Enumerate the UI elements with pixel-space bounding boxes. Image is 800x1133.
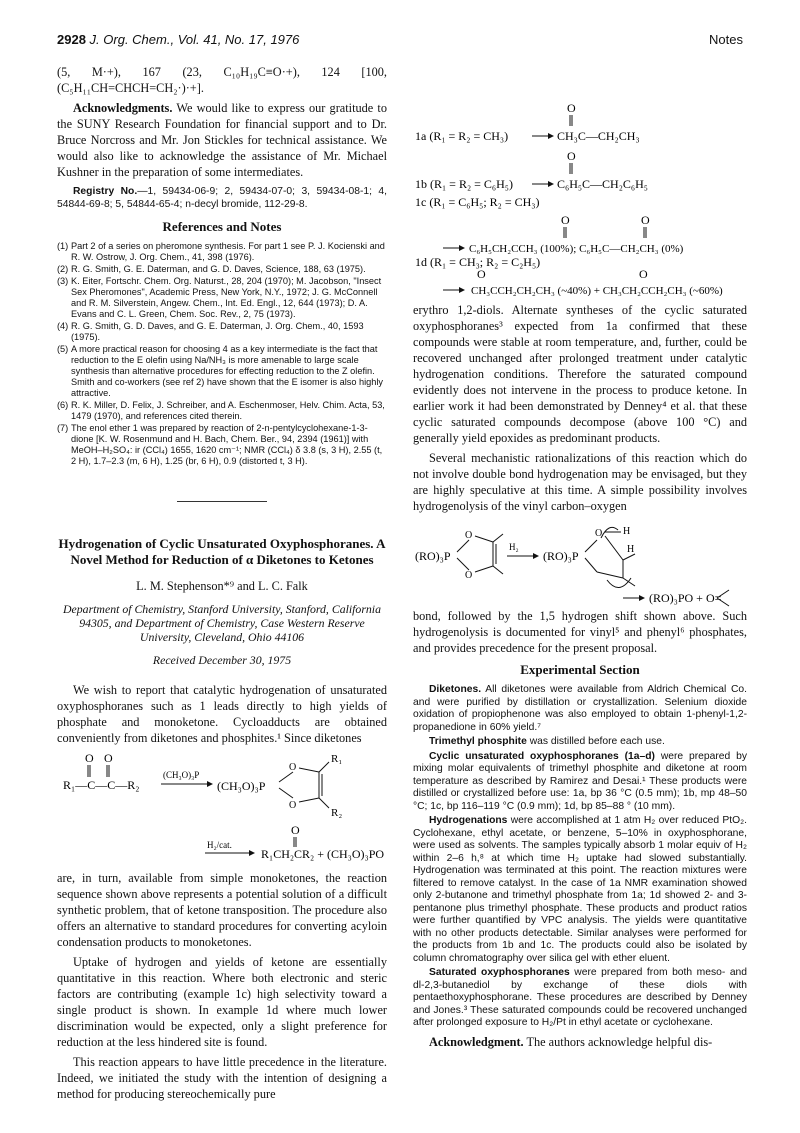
reference-item: (3) K. Eiter, Fortschr. Chem. Org. Naturst., 28, 204 (1970); M. Jacobson, "Insect Sex Pheromones", Academic Press, New York, N.Y., 1972; J. G. McConnell and R. M. Silverstein, Angew. Chem., Int. Ed. Engl., 12, 644 (1973); D. A. Evans and C. L. Green, Chem. Soc. Rev., 2, 75 (1973). bbox=[57, 276, 382, 319]
eq1c-o-1: O bbox=[561, 213, 570, 227]
ring-o-bottom: O bbox=[289, 800, 297, 811]
acknowledgment-2: Acknowledgment. The authors acknowledge helpful dis- bbox=[429, 1034, 713, 1049]
running-header bbox=[57, 32, 743, 52]
eq1b-label: 1b (R₁ = R₂ = C₆H₅) bbox=[415, 177, 513, 191]
h2-cat-label: H₂/cat. bbox=[207, 840, 232, 850]
reference-item: (1) Part 2 of a series on pheromone synthesis. For part 1 see P. J. Kocienski and R. W. Ostrow, J. Org. Chem., 41, 398 (1976). bbox=[57, 241, 385, 262]
paragraph-mechanism: Several mechanistic rationalizations of this reaction which do not involve double bond hydrogenation may be envisaged, but they are highly speculative at this time. A simple possibility involves hydrogenolysis of the vinyl carbon–oxygen bbox=[413, 451, 747, 513]
sub-r2: R₂ bbox=[331, 807, 343, 819]
paragraph-hydrogenolysis: bond, followed by the 1,5 hydrogen shift shown above. Such hydrogenolysis is documented for vinyl⁵ and phenyl⁶ phosphates, and provides precedence for the present proposal. bbox=[413, 609, 747, 655]
left-column bbox=[57, 64, 387, 1106]
scheme-products: R₁CH₂CR₂ + (CH₃O)₃PO bbox=[261, 847, 385, 861]
eq1c-label: 1c (R₁ = C₆H₅; R₂ = CH₃) bbox=[415, 195, 540, 209]
eq1c-o-2: O bbox=[641, 213, 650, 227]
mechanism-scheme bbox=[413, 518, 747, 608]
acknowledgments-1: Acknowledgments. We would like to express our gratitude to the SUNY Research Foundation for financial support and to Dr. Bruce Norcross and Mr. Jon Stickles for technical assistance. We would also like to acknowledge the assistance of Mr. Michael Kushner in the preparation of some intermediates. bbox=[57, 101, 387, 179]
scheme-o-1: O bbox=[85, 751, 94, 765]
mech-o-3: O bbox=[595, 528, 603, 539]
mech-o-2: O bbox=[465, 570, 473, 581]
mech-ro3p-1: (RO)₃P bbox=[415, 549, 451, 563]
volume-issue: Vol. 41, No. 17, 1976 bbox=[177, 32, 300, 47]
references-list bbox=[57, 241, 387, 467]
article-authors: L. M. Stephenson*⁹ and L. C. Falk bbox=[136, 579, 308, 593]
reaction-scheme-1 bbox=[57, 750, 387, 870]
eq1a-o: O bbox=[567, 101, 576, 115]
article-separator bbox=[177, 501, 267, 502]
reference-item: (7) The enol ether 1 was prepared by reaction of 2-n-pentylcyclohexane-1-3-dione [K. W. Rosenmund and H. Bach, Chem. Ber., 94, 2394 (1961)] with MeOH–H₂SO₄: ir (CCl₄) 1655, 1620 cm⁻¹; NMR (CCl₄) δ 3.8 (s, 3 H), 2.55 (t, 2 H), 1.7–2.3 (m, 6 H), 1.25 (br, 6 H), 0.9 (distorted t, 3 H). bbox=[57, 423, 383, 466]
eq1a-label: 1a (R₁ = R₂ = CH₃) bbox=[415, 129, 509, 143]
section-label: Notes bbox=[709, 32, 743, 47]
exp-hydrogenations: Hydrogenations were accomplished at 1 atm H₂ over reduced PtO₂. Cyclohexane, ethyl acetate, or benzene, 5–10% in oxyphosphorane, were used as solvents. The samples typically absorb 1 molar equiv of H₂ within 2–6 h,⁸ at which time H₂ uptake had slowed substantially. Hydrogenation was terminated at this point. The reaction mixtures were filtered to remove catalyst. In the case of 1a NMR examination showed only 2-butanone and trimethyl phosphate from 1a; 1d showed 2- and 3-pentanone plus trimethyl phosphate. These products and product ratios were further quantified by VPC analysis. The yields were quantitative with no other products detectable. Similar analyses were performed for the products from 1b and 1c. The products could also be isolated by column chromatography over silica gel with ether eluent. bbox=[413, 815, 747, 964]
paragraph-transposition: are, in turn, available from simple monoketones, the reaction sequence shown above represents a potential solution of a difficult synthetic problem, that of ketone transposition. The procedure also offers an alternative to standard procedures for converting acyloin condensation products to monoketones. bbox=[57, 871, 387, 949]
scheme-o-2: O bbox=[104, 751, 113, 765]
paragraph-erythro: erythro 1,2-diols. Alternate syntheses of the cyclic saturated oxyphosphoranes³ expected from 1a confirmed that these compounds were stable at room temperature, and, further, could be recovered unchanged after prolonged treatment under catalytic hydrogenation conditions. Therefore the saturated compound evidently does not intervene in the process to produce ketone. In earlier work it had been demonstrated by Denney⁴ et al. that these cyclic saturated compounds decompose (above 100 °C) and generally yield epoxides as predominant products. bbox=[413, 303, 747, 445]
exp-unsat-oxyphosphoranes: Cyclic unsaturated oxyphosphoranes (1a–d) were prepared by mixing molar equivalents of trimethyl phosphite and diketone at room temperature as described by Ramirez and Desai.¹ These products were distilled or crystallized before use: 1a, bp 36 °C (0.5 mm); 1b, mp 48–50 °C; 1c, bp 116–119 °C (0.9 mm); 1d, bp 85–88 ° (10 mm). bbox=[413, 750, 747, 812]
registry-numbers: Registry No.—1, 59434-06-9; 2, 59434-07-0; 3, 59434-08-1; 4, 54844-69-8; 5, 54844-65-4; n-decyl bromide, 112-29-8. bbox=[57, 186, 387, 210]
eq1b-product: C₆H₅C—CH₂C₆H₅ bbox=[557, 177, 648, 191]
exp-sat-oxyphosphoranes: Saturated oxyphosphoranes were prepared from both meso- and dl-2,3-butanediol by exchange of these diols with pentaethoxyphosphorane. These procedures are described by Denney and Jones.³ These saturated compounds could be recovered unchanged after prolonged exposure to H₂/Pt in ethyl acetate or cyclohexane. bbox=[413, 967, 747, 1028]
eq1d-label: 1d (R₁ = CH₃; R₂ = C₂H₅) bbox=[415, 255, 541, 269]
mech-h2-label: H₂ bbox=[509, 542, 519, 552]
article-affiliation: Department of Chemistry, Stanford University, Stanford, California 94305, and Department of Chemistry, Case Western Reserve University, Cleveland, Ohio 44106 bbox=[63, 602, 381, 644]
mech-o-1: O bbox=[465, 530, 473, 541]
eq1a-product: CH₃C—CH₂CH₃ bbox=[557, 129, 640, 143]
ms-fragment: (5, M·+), 167 (23, C₁₀H₁₉C≡O·+), 124 [100, (C₅H₁₁CH=CHCH=CH₂·)·+]. bbox=[57, 65, 387, 95]
paragraph-uptake: Uptake of hydrogen and yields of ketone are essentially quantitative in this reaction. Where both electronic and steric factors are contributing (example 1c) high selectivity toward a single product is shown. In example 1d where much lower discrimination would be expected, only a slight preference for reduction at the less hindered site is found. bbox=[57, 955, 387, 1049]
article-title: Hydrogenation of Cyclic Unsaturated Oxyphosphoranes. A Novel Method for Reduction of α Diketones to Ketones bbox=[58, 536, 386, 567]
eq1d-o-2: O bbox=[639, 267, 648, 281]
mech-h-2: H bbox=[627, 544, 635, 555]
right-column bbox=[413, 64, 747, 1054]
mech-ro3p-2: (RO)₃P bbox=[543, 549, 579, 563]
reaction-equations-1a-1d bbox=[413, 64, 747, 296]
eq1b-o: O bbox=[567, 149, 576, 163]
references-heading: References and Notes bbox=[162, 219, 282, 234]
eq1d-o-1: O bbox=[477, 267, 486, 281]
reference-item: (2) R. G. Smith, G. E. Daterman, and G. D. Daves, Science, 188, 63 (1975). bbox=[57, 264, 366, 274]
paragraph-precedence: This reaction appears to have little precedence in the literature. Indeed, we initiated the study with the intention of designing a method for producing stereochemically pure bbox=[57, 1055, 387, 1101]
mech-h-1: H bbox=[623, 526, 631, 537]
exp-diketones: Diketones. All diketones were available from Aldrich Chemical Co. and were purified by distillation or crystallization. Selenium dioxide oxidation of propiophenone was also employed to obtain 1-phenyl-1,2-propanedione in 60% yield.⁷ bbox=[413, 684, 748, 733]
reference-item: (4) R. G. Smith, G. D. Daves, and G. E. Daterman, J. Org. Chem., 40, 1593 (1975). bbox=[57, 321, 364, 342]
ketone-o: O bbox=[291, 823, 300, 837]
ring-o-top: O bbox=[289, 762, 297, 773]
eq1d-products: CH₃CCH₂CH₂CH₃ (~40%) + CH₃CH₂CCH₂CH₃ (~60%) bbox=[471, 285, 723, 296]
page-number: 2928 bbox=[57, 32, 86, 47]
sub-r1: R₁ bbox=[331, 753, 343, 765]
experimental-heading: Experimental Section bbox=[520, 662, 640, 677]
received-date: Received December 30, 1975 bbox=[152, 653, 292, 667]
journal-name: J. Org. Chem., bbox=[89, 32, 175, 47]
intro-paragraph: We wish to report that catalytic hydrogenation of unsaturated oxyphosphoranes such as 1 leads directly to high yields of phosphate and monoketone. Cycloadducts are obtained conveniently from diketones and phosphites.¹ Since diketones bbox=[57, 683, 387, 745]
mech-products: (RO)₃PO + O= bbox=[649, 591, 722, 605]
reference-item: (6) R. K. Miller, D. Felix, J. Schreiber, and A. Eschenmoser, Helv. Chim. Acta, 53, 1479 (1970), and references cited therein. bbox=[57, 400, 385, 421]
experimental-section bbox=[413, 684, 747, 1030]
phosphorane-label: (CH₃O)₃P bbox=[217, 779, 266, 793]
diketone-formula: R₁—C—C—R₂ bbox=[63, 778, 140, 792]
reference-item: (5) A more practical reason for choosing 4 as a key intermediate is the fact that reduction to the E olefin using Na/NH₃ is more amenable to large scale synthesis than alternative procedures for effecting reduction to the Z olefin. Smith and co-workers (see ref 2) have shown that the E isomer is also highly attractive. bbox=[57, 344, 384, 398]
exp-phosphite: Trimethyl phosphite was distilled before each use. bbox=[429, 736, 665, 747]
eq1c-products: C₆H₅CH₂CCH₃ (100%); C₆H₅C—CH₂CH₃ (0%) bbox=[469, 243, 684, 255]
reagent-label: (CH₃O)₃P bbox=[163, 770, 200, 780]
